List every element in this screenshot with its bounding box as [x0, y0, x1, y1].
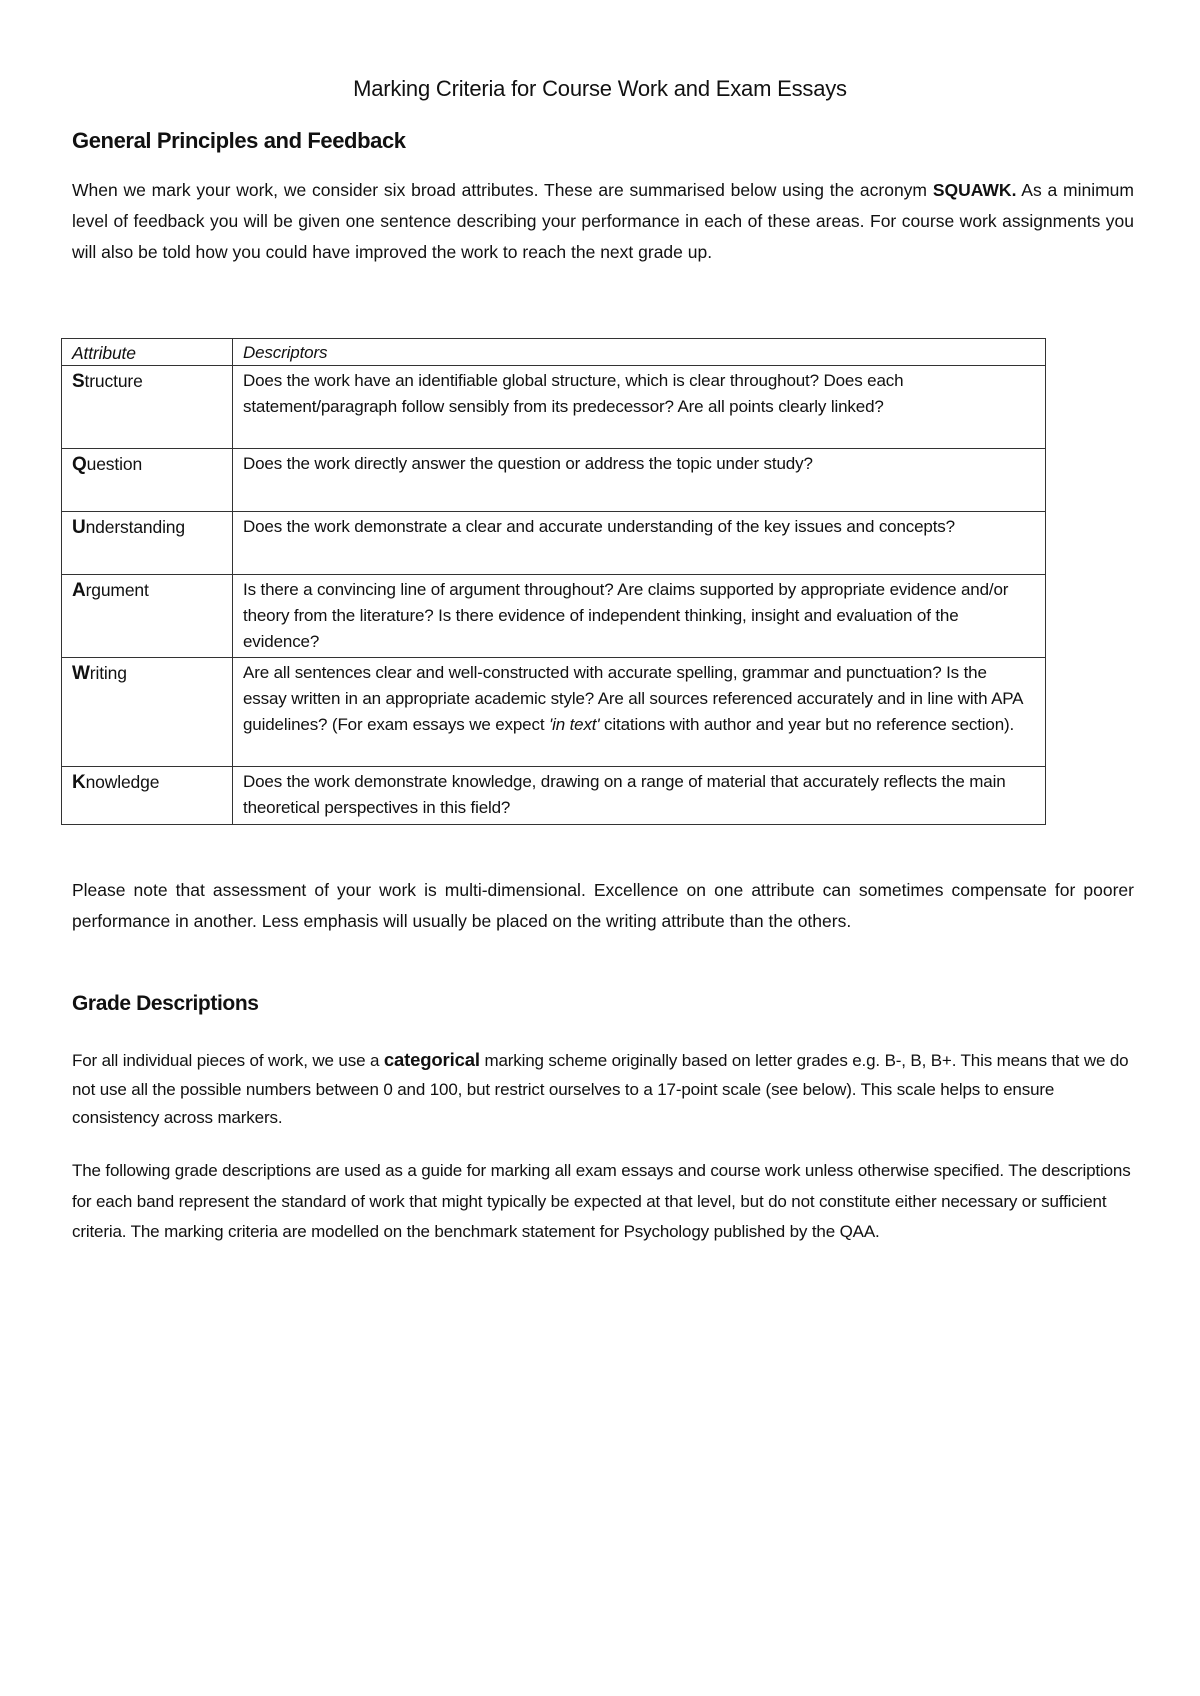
attribute-rest: nowledge: [85, 772, 160, 792]
categorical-text-part2: marking scheme originally based on letter grades e.g. B-, B, B+. This means that we do not use all the possible numbers between 0 and 100, but restrict ourselves to a 17-point scale (see below). This scale helps to ensure consistency across markers.: [72, 1051, 1129, 1127]
attribute-initial: Q: [72, 454, 87, 475]
descriptor-cell: [233, 658, 1046, 767]
descriptor-cell: Does the work demonstrate knowledge, drawing on a range of material that accurately reflects the main theoretical perspectives in this field?: [233, 767, 1046, 825]
table-row-structure: [62, 366, 1046, 449]
descriptor-cell: Does the work directly answer the question or address the topic under study?: [233, 449, 1046, 512]
categorical-scheme-paragraph: [72, 1046, 1142, 1133]
attribute-cell: [62, 366, 233, 449]
attribute-rest: riting: [89, 663, 127, 683]
section-heading-general-principles: General Principles and Feedback: [72, 128, 406, 153]
table-row-question: [62, 449, 1046, 512]
grade-descriptions-guide-paragraph: The following grade descriptions are used as a guide for marking all exam essays and course work unless otherwise specified. The descriptions for each band represent the standard of work that might typically be expected at that level, but do not constitute either necessary or sufficient criteria. The marking criteria are modelled on the benchmark statement for Psychology published by the QAA.: [72, 1161, 1131, 1241]
categorical-text-part1: For all individual pieces of work, we use a: [72, 1051, 384, 1070]
column-header-descriptors: Descriptors: [233, 339, 1046, 366]
attribute-cell: [62, 512, 233, 575]
attribute-rest: tructure: [84, 371, 143, 391]
descriptor-text-part2: citations with author and year but no reference section).: [599, 715, 1015, 734]
attribute-initial: S: [72, 371, 85, 392]
attribute-cell: [62, 658, 233, 767]
attribute-initial: A: [72, 580, 86, 601]
table-row-understanding: [62, 512, 1046, 575]
table-row-writing: [62, 658, 1046, 767]
attribute-cell: [62, 449, 233, 512]
attribute-cell: [62, 575, 233, 658]
squawk-criteria-table: [61, 338, 1046, 825]
categorical-emphasis: categorical: [383, 1049, 480, 1070]
attribute-cell: [62, 767, 233, 825]
descriptor-text-italic: 'in text': [548, 715, 600, 734]
attribute-rest: nderstanding: [85, 517, 185, 537]
descriptor-cell: Does the work have an identifiable global structure, which is clear throughout? Does each statement/paragraph follow sensibly from its predecessor? Are all points clearly linked?: [233, 366, 1046, 449]
table-row-argument: [62, 575, 1046, 658]
descriptor-cell: Does the work demonstrate a clear and accurate understanding of the key issues and concepts?: [233, 512, 1046, 575]
attribute-rest: uestion: [86, 454, 143, 474]
section-heading-grade-descriptions: Grade Descriptions: [72, 992, 259, 1015]
descriptor-text-part1: Are all sentences clear and well-constructed with accurate spelling, grammar and punctuation? Is the essay written in an appropriate academic style? Are all sources referenced accurately and in line with APA guidelines? (For exam essays we expect: [243, 663, 1023, 734]
attribute-initial: U: [72, 517, 86, 538]
attribute-rest: rgument: [85, 580, 149, 600]
column-header-attribute: Attribute: [62, 339, 233, 366]
intro-text-part1: When we mark your work, we consider six broad attributes. These are summarised below using the acronym: [72, 180, 933, 200]
descriptor-cell: Is there a convincing line of argument throughout? Are claims supported by appropriate evidence and/or theory from the literature? Is there evidence of independent thinking, insight and evaluation of the evidence?: [233, 575, 1046, 658]
attribute-initial: W: [72, 663, 90, 684]
table-row-knowledge: [62, 767, 1046, 825]
intro-paragraph: [72, 175, 1134, 268]
intro-text-part2: As a minimum level of feedback you will be given one sentence describing your performance in each of these areas. For course work assignments you will also be told how you could have improved the work to reach the next grade up.: [72, 180, 1134, 262]
attribute-initial: K: [72, 772, 86, 793]
table-header-row: [62, 339, 1046, 366]
document-title: Marking Criteria for Course Work and Exam Essays: [353, 76, 847, 101]
assessment-note-paragraph: Please note that assessment of your work is multi-dimensional. Excellence on one attribute can sometimes compensate for poorer performance in another. Less emphasis will usually be placed on the writing attribute than the others.: [72, 880, 1134, 931]
acronym-squawk: SQUAWK.: [932, 180, 1017, 200]
